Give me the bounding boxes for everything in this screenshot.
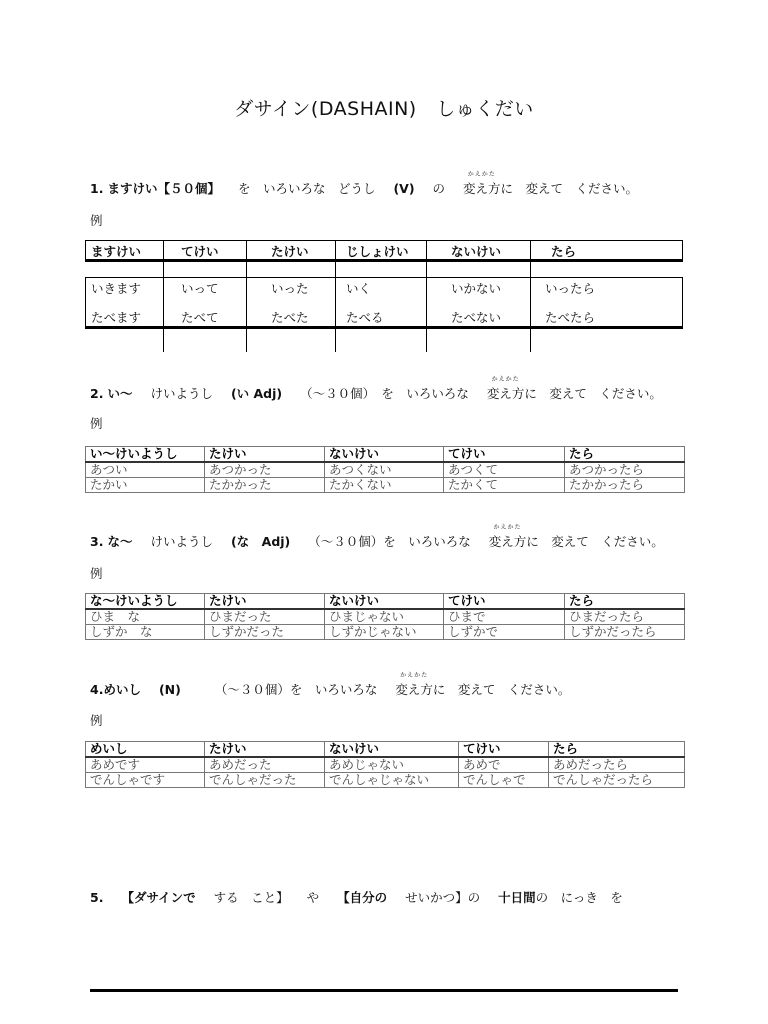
table-header-cell: てけい [459,742,549,758]
furigana: かえかた [400,672,429,679]
example-label: 例 [90,416,103,431]
table-cell: あめじゃない [325,757,459,773]
table-cell: いきます [91,281,142,296]
table-header-cell: ますけい [91,244,142,259]
question-number: 1. [90,181,104,196]
question-keyword: めいし [103,682,141,697]
table-cell: でんしゃだったら [549,773,685,788]
question-number: 4. [90,682,104,697]
table-cell: しずか な [86,625,205,640]
question-text: の にっき を [535,890,623,905]
table-header-cell: ないけい [325,594,444,610]
table-header-cell: てけい [444,594,565,610]
table-header-cell: たら [549,742,685,758]
table-cell: たかい [86,478,205,493]
table-header-cell: たら [565,447,685,463]
table-header-cell: てけい [181,244,219,259]
question-text: に 変えて ください。 [524,386,662,401]
table-cell: たべた [271,310,309,325]
table-cell: たかかったら [565,478,685,493]
table-header-cell: てけい [444,447,565,463]
table-cell: あつい [86,462,205,478]
table-row [86,625,685,640]
table-header-cell: たけい [271,244,309,259]
furigana-word [488,524,527,550]
furigana: かえかた [493,524,522,531]
question-text: に 変えて ください。 [526,534,664,549]
conjugation-table-i-adjectives [85,446,685,493]
question-4 [90,672,571,698]
table-cell: しずかだったら [565,625,685,640]
question-keyword: 【自分の [337,890,388,905]
table-row [86,478,685,493]
table-row [86,462,685,478]
table-header-row [86,742,685,758]
furigana-base: 変え方 [463,181,501,196]
question-text: の [432,181,446,196]
column-divider [335,240,336,352]
table-cell: あつかった [205,462,325,478]
table-header-cell: たけい [205,742,325,758]
table-cell: しずかじゃない [325,625,444,640]
table-cell: あめで [459,757,549,773]
question-text: けいようし [150,386,213,401]
question-number: 2. [90,386,104,401]
table-cell: いったら [545,281,596,296]
table-cell: たべて [181,310,219,325]
column-divider [163,240,164,352]
table-header-cell: い〜けいようし [86,447,205,463]
question-text: に 変えて ください。 [432,682,571,697]
furigana-base: 変え方 [488,534,527,549]
table-cell: あめだった [205,757,325,773]
question-2 [90,376,662,402]
question-keyword: (N) [158,682,181,697]
table-cell: たべる [346,310,384,325]
table-cell: ひま な [86,609,205,625]
question-keyword: 十日間 [498,890,536,905]
column-divider [530,240,531,352]
page-title: ダサイン(DASHAIN) しゅくだい [234,98,534,120]
table-cell: ひまだったら [565,609,685,625]
table-cell: しずかだった [205,625,325,640]
table-header-cell: じしょけい [346,244,409,259]
table-header-cell: たら [551,244,577,259]
question-keyword: (V) [393,181,415,196]
table-cell: でんしゃです [86,773,205,788]
table-row [86,773,685,788]
conjugation-table-verbs [85,240,683,352]
table-cell: ひまじゃない [325,609,444,625]
table-cell: しずかで [444,625,565,640]
question-1 [90,171,639,197]
bottom-rule [90,989,678,992]
table-cell: いかない [451,281,502,296]
question-5 [90,888,623,906]
table-cell: たかくない [325,478,444,493]
example-label: 例 [90,213,103,228]
table-cell: たべない [451,310,502,325]
furigana-word [486,376,525,402]
column-divider [246,240,247,352]
question-keyword: い〜 [107,386,133,401]
table-header-cell: たけい [205,447,325,463]
table-cell: あつくない [325,462,444,478]
table-header-cell: ないけい [325,742,459,758]
furigana: かえかた [467,171,496,178]
table-header-row [86,594,685,610]
table-row [86,609,685,625]
question-keyword: な〜 [107,534,133,549]
table-cell: たかかった [205,478,325,493]
table-header-cell: たら [565,594,685,610]
furigana-base: 変え方 [486,386,525,401]
table-header-cell: たけい [205,594,325,610]
conjugation-table-nouns [85,741,685,788]
table-cell: ひまで [444,609,565,625]
question-text: （〜３０個）を いろいろな [308,534,471,549]
example-label: 例 [90,713,103,728]
furigana-word [463,171,501,197]
question-keyword: 【ダサインで [121,890,196,905]
table-cell: ひまだった [205,609,325,625]
table-cell: いって [181,281,219,296]
table-cell: あつくて [444,462,565,478]
table-cell: あつかったら [565,462,685,478]
question-text: に 変えて ください。 [500,181,639,196]
table-cell: でんしゃじゃない [325,773,459,788]
table-cell: でんしゃだった [205,773,325,788]
table-row [86,757,685,773]
furigana-base: 変え方 [395,682,433,697]
table-cell: たべます [91,310,142,325]
question-text: する こと】 [213,890,289,905]
table-header-row [86,447,685,463]
question-3 [90,524,664,550]
question-text: けいようし [150,534,213,549]
question-text: （〜３０個）を いろいろな [214,682,378,697]
question-keyword: (な Adj) [230,534,291,549]
table-cell: あめだったら [549,757,685,773]
question-number: 5. [90,890,104,905]
table-cell: いく [346,281,372,296]
question-number: 3. [90,534,104,549]
furigana: かえかた [491,376,520,383]
table-cell: たべたら [545,310,596,325]
question-text: せいかつ】の [405,890,481,905]
column-divider [426,240,427,352]
example-label: 例 [90,566,103,581]
conjugation-table-na-adjectives [85,593,685,640]
furigana-word [395,672,433,698]
table-header-cell: ないけい [325,447,444,463]
table-header-cell: めいし [86,742,205,758]
question-text: を いろいろな どうし [237,181,376,196]
question-text: （〜３０個） を いろいろな [300,386,469,401]
table-cell: でんしゃで [459,773,549,788]
table-cell: あめです [86,757,205,773]
table-cell: いった [271,281,309,296]
question-keyword: (い Adj) [230,386,283,401]
table-header-cell: ないけい [451,244,502,259]
table-header-cell: な〜けいようし [86,594,205,610]
table-cell: たかくて [444,478,565,493]
question-keyword: ますけい【５０個】 [107,181,220,196]
question-text: や [306,890,320,905]
